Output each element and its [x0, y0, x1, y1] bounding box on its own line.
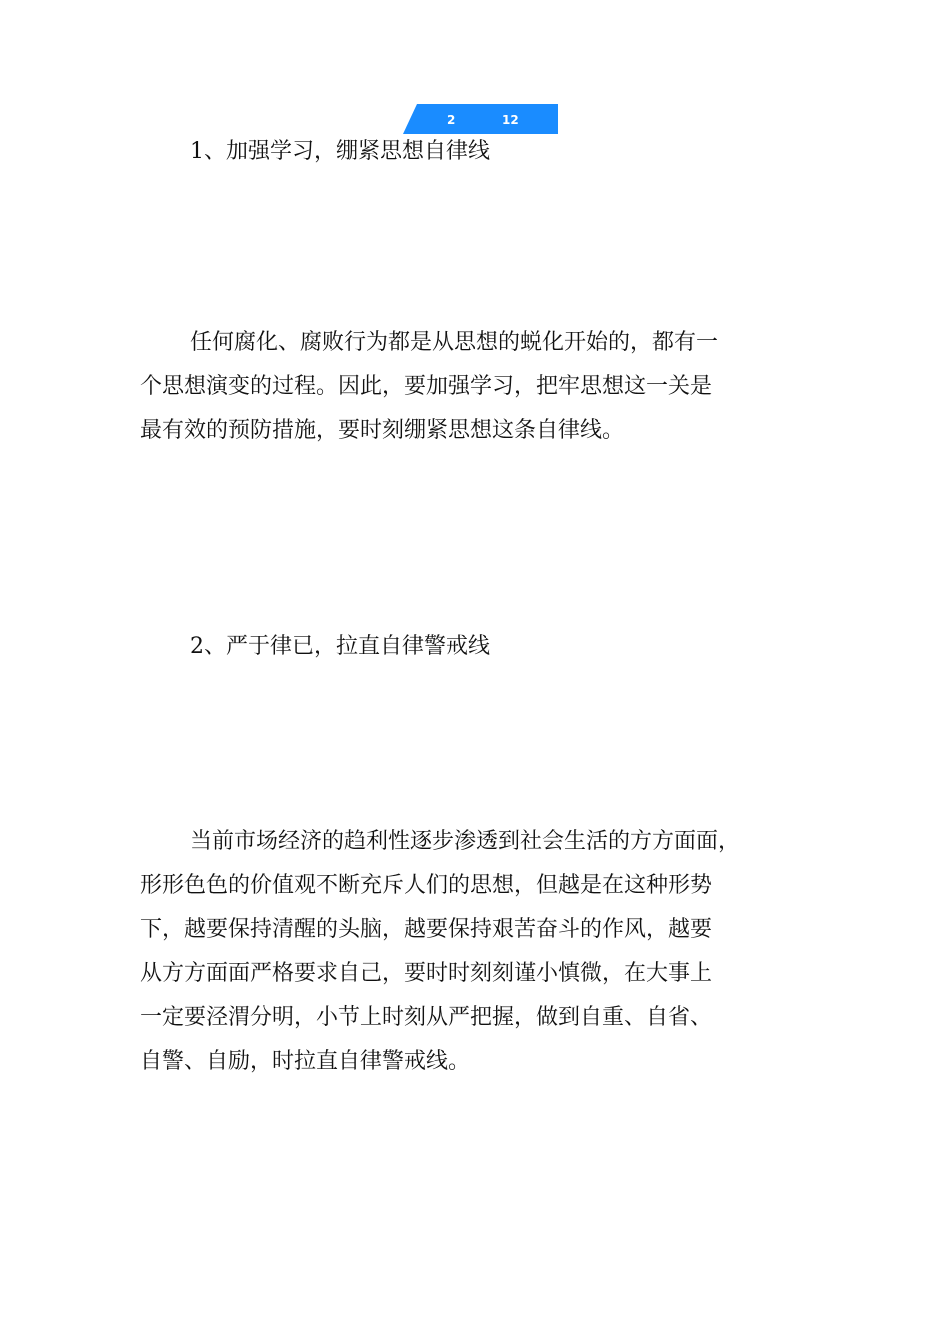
page-total-number: 12 — [502, 113, 519, 127]
paragraph-line: 一定要泾渭分明，小节上时刻从严把握，做到自重、自省、 — [140, 1005, 713, 1030]
paragraph-line: 下，越要保持清醒的头脑，越要保持艰苦奋斗的作风，越要 — [140, 917, 713, 942]
paragraph-line: 从方方面面严格要求自己，要时时刻刻谨小慎微，在大事上 — [140, 961, 713, 986]
section-1-paragraph — [140, 321, 820, 453]
section-2-heading: 2、严于律已，拉直自律警戒线 — [190, 634, 490, 659]
paragraph-line: 形形色色的价值观不断充斥人们的思想，但越是在这种形势 — [140, 873, 713, 898]
paragraph-line: 自警、自励，时拉直自律警戒线。 — [140, 1049, 471, 1074]
page-indicator-background — [403, 104, 558, 134]
paragraph-line: 当前市场经济的趋利性逐步渗透到社会生活的方方面面， — [190, 829, 741, 854]
page-indicator — [403, 104, 558, 134]
page-current-number: 2 — [447, 113, 456, 127]
section-1-heading: 1、加强学习，绷紧思想自律线 — [190, 139, 490, 164]
section-2-paragraph — [140, 820, 820, 1084]
paragraph-line: 任何腐化、腐败行为都是从思想的蜕化开始的，都有一 — [190, 330, 719, 355]
paragraph-line: 个思想演变的过程。因此，要加强学习，把牢思想这一关是 — [140, 374, 713, 399]
paragraph-line: 最有效的预防措施，要时刻绷紧思想这条自律线。 — [140, 418, 625, 443]
